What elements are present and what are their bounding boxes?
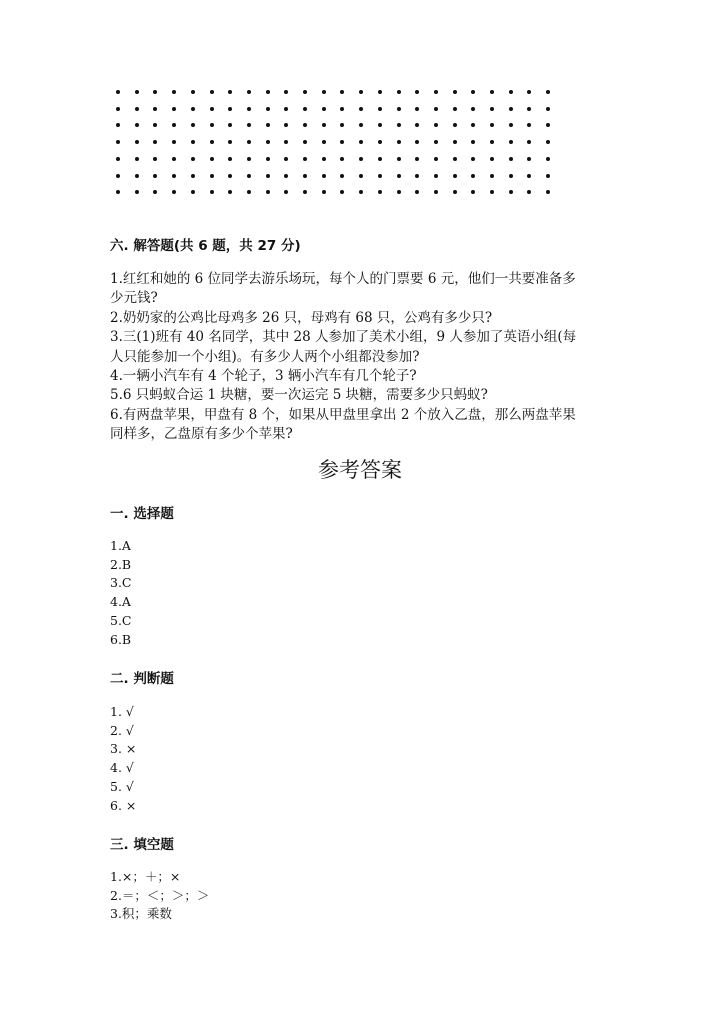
grid-dot	[546, 107, 550, 111]
grid-dot	[359, 140, 363, 144]
grid-dot	[397, 190, 401, 194]
grid-dot	[453, 157, 457, 161]
grid-dot	[527, 90, 531, 94]
answer-item: 3. ×	[110, 741, 137, 757]
grid-dot	[509, 123, 513, 127]
grid-dot	[172, 157, 176, 161]
grid-dot	[340, 107, 344, 111]
answer-item: 4.A	[110, 594, 131, 610]
answer-section-3-heading: 三. 填空题	[110, 837, 174, 853]
grid-dot	[434, 190, 438, 194]
grid-dot	[378, 190, 382, 194]
grid-dot	[359, 123, 363, 127]
grid-dot	[546, 157, 550, 161]
grid-dot	[191, 174, 195, 178]
grid-dot	[191, 140, 195, 144]
answer-section-1-heading: 一. 选择题	[110, 506, 174, 522]
answer-item: 6. ×	[110, 797, 137, 813]
answer-item: 5. √	[110, 778, 134, 794]
grid-dot	[266, 123, 270, 127]
grid-dot	[284, 123, 288, 127]
grid-dot	[509, 107, 513, 111]
grid-dot	[490, 157, 494, 161]
answer-section-2-list	[110, 703, 136, 815]
grid-dot	[527, 107, 531, 111]
grid-dot	[415, 190, 419, 194]
grid-dot	[490, 174, 494, 178]
grid-dot	[266, 90, 270, 94]
grid-dot	[266, 140, 270, 144]
grid-dot	[172, 107, 176, 111]
grid-dot	[546, 90, 550, 94]
grid-dot	[490, 123, 494, 127]
grid-dot	[303, 107, 307, 111]
grid-dot	[153, 140, 157, 144]
grid-dot	[228, 157, 232, 161]
grid-dot	[266, 174, 270, 178]
grid-dot	[471, 123, 475, 127]
grid-dot	[378, 123, 382, 127]
grid-dot	[247, 190, 251, 194]
grid-dot	[210, 174, 214, 178]
answer-item: 1.A	[110, 538, 131, 553]
grid-dot	[434, 140, 438, 144]
grid-dot	[397, 140, 401, 144]
grid-dot	[397, 107, 401, 111]
grid-dot	[490, 190, 494, 194]
answer-item: 2.＝；＜；＞；＞	[110, 887, 210, 903]
grid-dot	[434, 174, 438, 178]
grid-dot	[228, 190, 232, 194]
grid-dot	[210, 140, 214, 144]
grid-dot	[471, 174, 475, 178]
grid-dot	[527, 123, 531, 127]
question-line: 3.三(1)班有 40 名同学，其中 28 人参加了美术小组，9 人参加了英语小组(每	[110, 329, 577, 346]
grid-dot	[378, 140, 382, 144]
grid-dot	[490, 90, 494, 94]
answer-item: 4. √	[110, 760, 134, 776]
grid-dot	[471, 107, 475, 111]
answer-section-1-list	[110, 537, 132, 649]
grid-dot	[266, 157, 270, 161]
grid-dot	[284, 174, 288, 178]
question-line: 少元钱?	[110, 290, 158, 307]
answer-section-2-heading: 二. 判断题	[110, 671, 174, 687]
grid-dot	[415, 107, 419, 111]
grid-dot	[322, 107, 326, 111]
grid-dot	[453, 174, 457, 178]
grid-dot	[247, 157, 251, 161]
grid-dot	[415, 90, 419, 94]
grid-dot	[471, 157, 475, 161]
grid-dot	[116, 174, 120, 178]
question-line: 5.6 只蚂蚁合运 1 块糖，要一次运完 5 块糖，需要多少只蚂蚁?	[110, 387, 488, 404]
grid-dot	[135, 157, 139, 161]
grid-dot	[172, 140, 176, 144]
grid-dot	[191, 107, 195, 111]
question-line: 4.一辆小汽车有 4 个轮子，3 辆小汽车有几个轮子?	[110, 368, 417, 385]
grid-dot	[359, 157, 363, 161]
grid-dot	[340, 140, 344, 144]
grid-dot	[527, 174, 531, 178]
grid-dot	[340, 190, 344, 194]
grid-dot	[434, 123, 438, 127]
grid-dot	[490, 107, 494, 111]
grid-dot	[303, 140, 307, 144]
grid-dot	[378, 107, 382, 111]
grid-dot	[453, 190, 457, 194]
grid-dot	[546, 140, 550, 144]
answer-item: 2. √	[110, 722, 134, 738]
grid-dot	[509, 174, 513, 178]
grid-dot	[228, 140, 232, 144]
grid-dot	[471, 190, 475, 194]
grid-dot	[471, 90, 475, 94]
grid-dot	[340, 90, 344, 94]
answer-item: 1. √	[110, 704, 134, 719]
grid-dot	[397, 174, 401, 178]
section-6-questions	[110, 270, 610, 445]
grid-dot	[303, 157, 307, 161]
grid-dot	[453, 107, 457, 111]
dot-grid	[110, 84, 560, 200]
grid-dot	[303, 123, 307, 127]
grid-dot	[153, 90, 157, 94]
grid-dot	[172, 90, 176, 94]
grid-dot	[322, 140, 326, 144]
grid-dot	[322, 174, 326, 178]
section-6-heading: 六. 解答题(共 6 题，共 27 分)	[110, 238, 301, 254]
grid-dot	[210, 107, 214, 111]
grid-dot	[228, 107, 232, 111]
grid-dot	[359, 107, 363, 111]
grid-dot	[191, 90, 195, 94]
grid-dot	[153, 157, 157, 161]
grid-dot	[210, 123, 214, 127]
grid-dot	[415, 123, 419, 127]
grid-dot	[378, 90, 382, 94]
grid-dot	[116, 190, 120, 194]
answer-item: 3.C	[110, 575, 132, 591]
grid-dot	[228, 174, 232, 178]
grid-dot	[359, 190, 363, 194]
grid-dot	[284, 157, 288, 161]
grid-dot	[509, 140, 513, 144]
grid-dot	[397, 123, 401, 127]
grid-dot	[359, 90, 363, 94]
grid-dot	[135, 123, 139, 127]
grid-dot	[453, 90, 457, 94]
grid-dot	[135, 190, 139, 194]
grid-dot	[228, 123, 232, 127]
grid-dot	[284, 107, 288, 111]
grid-dot	[415, 140, 419, 144]
grid-dot	[191, 123, 195, 127]
answer-item: 2.B	[110, 556, 132, 572]
grid-dot	[434, 157, 438, 161]
grid-dot	[172, 123, 176, 127]
grid-dot	[322, 190, 326, 194]
grid-dot	[153, 123, 157, 127]
answer-item: 3.积；乘数	[110, 906, 172, 922]
grid-dot	[378, 174, 382, 178]
grid-dot	[527, 157, 531, 161]
grid-dot	[453, 123, 457, 127]
grid-dot	[116, 90, 120, 94]
grid-dot	[247, 174, 251, 178]
grid-dot	[415, 174, 419, 178]
grid-dot	[509, 90, 513, 94]
answer-item: 6.B	[110, 631, 132, 647]
grid-dot	[546, 174, 550, 178]
grid-dot	[210, 190, 214, 194]
grid-dot	[116, 157, 120, 161]
grid-dot	[116, 140, 120, 144]
grid-dot	[303, 174, 307, 178]
grid-dot	[266, 190, 270, 194]
grid-dot	[284, 140, 288, 144]
grid-dot	[527, 140, 531, 144]
grid-dot	[135, 90, 139, 94]
grid-dot	[135, 140, 139, 144]
grid-dot	[509, 190, 513, 194]
grid-dot	[153, 190, 157, 194]
grid-dot	[153, 107, 157, 111]
answer-item: 5.C	[110, 612, 132, 628]
grid-dot	[378, 157, 382, 161]
grid-dot	[397, 90, 401, 94]
grid-dot	[210, 157, 214, 161]
grid-dot	[266, 107, 270, 111]
grid-dot	[247, 107, 251, 111]
answer-key-title: 参考答案	[318, 458, 402, 482]
question-line: 人只能参加一个小组)。有多少人两个小组都没参加?	[110, 348, 420, 365]
grid-dot	[247, 140, 251, 144]
grid-dot	[303, 90, 307, 94]
grid-dot	[322, 157, 326, 161]
grid-dot	[546, 123, 550, 127]
grid-dot	[172, 190, 176, 194]
question-line: 2.奶奶家的公鸡比母鸡多 26 只，母鸡有 68 只，公鸡有多少只?	[110, 309, 493, 326]
grid-dot	[135, 174, 139, 178]
grid-dot	[471, 140, 475, 144]
grid-dot	[340, 123, 344, 127]
grid-dot	[284, 90, 288, 94]
grid-dot	[116, 123, 120, 127]
grid-dot	[340, 174, 344, 178]
grid-dot	[247, 123, 251, 127]
answer-section-3-list	[110, 868, 209, 924]
grid-dot	[546, 190, 550, 194]
grid-dot	[359, 174, 363, 178]
grid-dot	[322, 90, 326, 94]
grid-dot	[210, 90, 214, 94]
question-line: 同样多，乙盘原有多少个苹果?	[110, 426, 293, 443]
grid-dot	[135, 107, 139, 111]
grid-dot	[153, 174, 157, 178]
grid-dot	[303, 190, 307, 194]
grid-dot	[191, 157, 195, 161]
grid-dot	[527, 190, 531, 194]
answer-item: 1.×；＋；×	[110, 869, 181, 884]
grid-dot	[434, 90, 438, 94]
grid-dot	[340, 157, 344, 161]
grid-dot	[490, 140, 494, 144]
grid-dot	[284, 190, 288, 194]
grid-dot	[116, 107, 120, 111]
question-line: 6.有两盘苹果，甲盘有 8 个，如果从甲盘里拿出 2 个放入乙盘，那么两盘苹果	[110, 406, 576, 423]
grid-dot	[247, 90, 251, 94]
grid-dot	[322, 123, 326, 127]
grid-dot	[415, 157, 419, 161]
grid-dot	[191, 190, 195, 194]
grid-dot	[434, 107, 438, 111]
grid-dot	[397, 157, 401, 161]
grid-dot	[228, 90, 232, 94]
grid-dot	[453, 140, 457, 144]
grid-dot	[172, 174, 176, 178]
question-line: 1.红红和她的 6 位同学去游乐场玩，每个人的门票要 6 元，他们一共要准备多	[110, 271, 576, 287]
grid-dot	[509, 157, 513, 161]
